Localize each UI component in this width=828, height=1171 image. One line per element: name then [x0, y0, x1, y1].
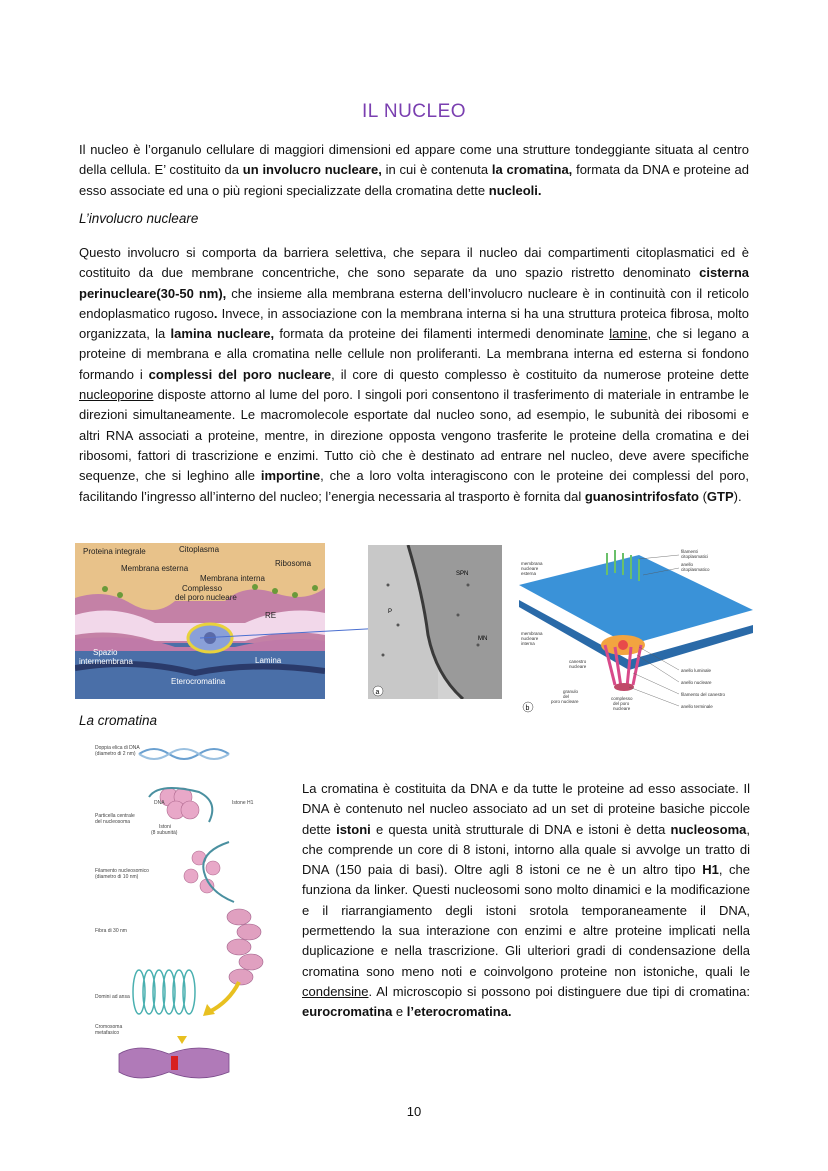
underline-lamine: lamine [609, 326, 648, 342]
label-filamento: Filamento nucleosomico [95, 868, 149, 874]
label-panel-b: b [525, 705, 530, 712]
centromere-marker [171, 1056, 178, 1070]
figure-pore-complex [519, 545, 753, 715]
label-panel-a: a [375, 689, 380, 696]
label-granulo: poro nucleare [551, 699, 579, 704]
label-membrana-interna: Membrana interna [200, 574, 265, 583]
section-heading-cromatina: La cromatina [79, 713, 158, 728]
label-anello-luminale: anello luminale [681, 668, 712, 673]
label-cromosoma: Cromosoma [95, 1024, 123, 1030]
label-ribosoma: Ribosoma [275, 559, 312, 568]
label-domini: Domini ad ansa [95, 994, 130, 1000]
label-re: RE [265, 611, 277, 620]
bold-complessi: complessi del poro nucleare [148, 366, 332, 382]
label-complesso-poro: complesso [611, 696, 633, 701]
bold-gtp-name: guanosintrifosfato [584, 488, 699, 504]
label-fibra: Fibra di 30 nm [95, 928, 127, 934]
label-anello-cito: anello [681, 562, 694, 567]
label-doppia-elica: (diametro di 2 nm) [95, 751, 136, 757]
label-istoni: (8 subunità) [151, 830, 178, 836]
label-p: P [388, 609, 393, 615]
intro-text: Il nucleo è l’organulo cellulare di maggiori dimensioni ed appare come una strutture tondeggiante situata al centro della cellula. E’ costituito da [79, 142, 749, 178]
intro-bold-nucleoli: nucleoli. [488, 182, 542, 198]
label-complesso-poro: del poro [613, 701, 630, 706]
paragraph-text: Questo involucro si comporta da barriera selettiva, che separa il nucleo dai compartimenti citoplasmatici ed è costituito da due membrane concentriche, che sono separate da uno spazio ristretto denominato [79, 245, 749, 281]
label-mem-est: esterna [521, 571, 537, 576]
label-proteina: Proteina integrale [83, 547, 146, 556]
label-canestro: nucleare [569, 664, 587, 669]
label-mem-int: nucleare [521, 636, 539, 641]
label-spazio: Spazio [93, 648, 118, 657]
paragraph-text: Invece, in associazione con la membrana interna si ha una struttura proteica fibrosa, molto organizzata, la [79, 305, 750, 342]
label-citoplasma: Citoplasma [179, 545, 220, 554]
label-particella: Particella centrale [95, 813, 135, 819]
intro-text: formata da DNA e proteine ad esso associate ed una o più regioni specializzate della cromatina dette [79, 162, 750, 198]
page-title: IL NUCLEO [361, 101, 467, 122]
paragraph-text: . Al microscopio si possono poi distinguere due tipi di cromatina: [368, 983, 750, 999]
intro-text: in cui è contenuta [381, 162, 492, 178]
figure-micrograph [368, 545, 502, 699]
bold-gtp: GTP [706, 488, 734, 504]
label-complesso: Complesso [182, 584, 223, 593]
paragraph-text: ( [698, 488, 707, 504]
label-doppia-elica: Doppia elica di DNA [95, 745, 140, 751]
terminal-ring [614, 683, 634, 691]
intro-bold-involucro: un involucro nucleare, [242, 162, 382, 178]
label-mn: MN [478, 636, 488, 642]
label-granulo: del [563, 694, 570, 699]
label-mem-int: membrana [521, 631, 543, 636]
paragraph-text: , il core di questo complesso è costituito da numerose proteine dette [331, 366, 749, 382]
paragraph-text: ). [733, 488, 742, 504]
label-granulo: granulo [563, 689, 579, 694]
paragraph-text: che insieme alla membrana esterna dell’involucro nucleare è in continuità con il reticolo endoplasmatico rugoso [79, 285, 749, 321]
cromatina-paragraph [302, 779, 750, 1023]
label-filamenti: filamenti [681, 549, 698, 554]
label-eterocromatina: Eterocromatina [171, 677, 226, 686]
label-anello-nucleare: anello nucleare [681, 680, 712, 685]
label-particella: del nucleosoma [95, 819, 131, 825]
bold-istoni: istoni [336, 821, 371, 837]
label-istone-h1: Istone H1 [232, 800, 254, 806]
label-cromosoma: metafasico [95, 1030, 120, 1036]
paragraph-text: , che si legano a proteine di membrana e alla cromatina nelle cellule non proliferanti. La membrana interna ed esterna si fondono formando i [79, 326, 749, 382]
label-mem-int: interna [521, 641, 535, 646]
label-anello-terminale: anello terminale [681, 704, 713, 709]
label-lamina: Lamina [255, 656, 282, 665]
label-istoni: Istoni [159, 824, 171, 830]
label-filamento-canestro: filamento del canestro [681, 692, 726, 697]
label-complesso: del poro nucleare [175, 593, 237, 602]
bold-eurocromatina: eurocromatina [302, 1004, 393, 1020]
intro-paragraph [79, 140, 749, 201]
bold-nucleosoma: nucleosoma [670, 821, 747, 837]
paragraph-text: , che funziona da linker. Questi nucleosomi sono molto dinamici e la modificazione e il riarrangiamento degli istoni srotola temporaneamente il DNA, permettendo la sua interazione con enzimi e altre proteine implicati nella duplicazione e nella trascrizione. Gli ulteriori gradi di condensazione della cromatina sono meno noti e coinvolgono proteine non istoniche, quali le [302, 862, 751, 979]
bold-cisterna: cisterna perinucleare(30-50 nm), [79, 265, 749, 301]
involucro-paragraph [79, 243, 749, 507]
label-mem-est: membrana [521, 561, 543, 566]
paragraph-text: disposte attorno al lume del poro. I singoli pori consentono il trasferimento di materiale in entrambe le direzioni simultaneamente. Le macromolecole esportate dal nucleo sono, ad esempio, le subunità dei ribosomi e altri RNA associati a proteine, mentre, in direzione opposta vengono trasferite le proteine della cromatina e dei ribosomi, fattori di trascrizione e enzimi. Tutto ciò che è destinato ad entrare nel nucleo, deve avere specifiche sequenze, che si leghino alle [79, 387, 749, 484]
bold-period: . [213, 305, 218, 321]
paragraph-text: e [392, 1004, 407, 1020]
label-membrana-esterna: Membrana esterna [121, 564, 189, 573]
label-filamento: (diametro di 10 nm) [95, 874, 139, 880]
bold-eterocromatina: l’eterocromatina. [406, 1004, 512, 1020]
paragraph-text: formata da proteine dei filamenti intermedi denominate [274, 326, 610, 342]
label-anello-cito: citoplasmatico [681, 567, 710, 572]
intro-bold-cromatina: la cromatina, [491, 162, 573, 178]
label-complesso-poro: nucleare [613, 706, 631, 711]
section-heading-involucro: L’involucro nucleare [79, 211, 199, 226]
paragraph-text: La cromatina è costituita da DNA e da tutte le proteine ad esso associate. Il DNA è contenuto nel nucleo associato ad un set di proteine basiche piccole dette [302, 781, 750, 837]
label-dna: DNA [154, 800, 165, 806]
label-filamenti: citoplasmatici [681, 554, 709, 559]
bold-h1: H1 [702, 862, 719, 878]
label-canestro: canestro [569, 659, 587, 664]
bold-importine: importine [260, 468, 321, 484]
figure-chromatin-levels [79, 742, 275, 1088]
underline-condensine: condensine [302, 983, 369, 999]
page-number: 10 [406, 1104, 422, 1119]
label-spazio: intermembrana [79, 657, 133, 666]
label-spn: SPN [456, 571, 469, 577]
bold-lamina: lamina nucleare, [170, 326, 275, 342]
label-mem-est: nucleare [521, 566, 539, 571]
paragraph-text: e questa unità strutturale di DNA e istoni è detta [370, 821, 671, 837]
paragraph-text: , che comprende un core di 8 istoni, intorno alla quale si avvolge un tratto di DNA (150 paia di basi). Oltre agli 8 istoni ce ne è un altro tipo [302, 821, 750, 878]
paragraph-text: , che a loro volta interagiscono con le proteine dei complessi del poro, facilitando l’ingresso all’interno del nucleo; l’energia necessaria al trasporto è fornita dal [79, 468, 749, 504]
central-granule [618, 640, 628, 650]
underline-nucleoporine: nucleoporine [79, 387, 154, 403]
